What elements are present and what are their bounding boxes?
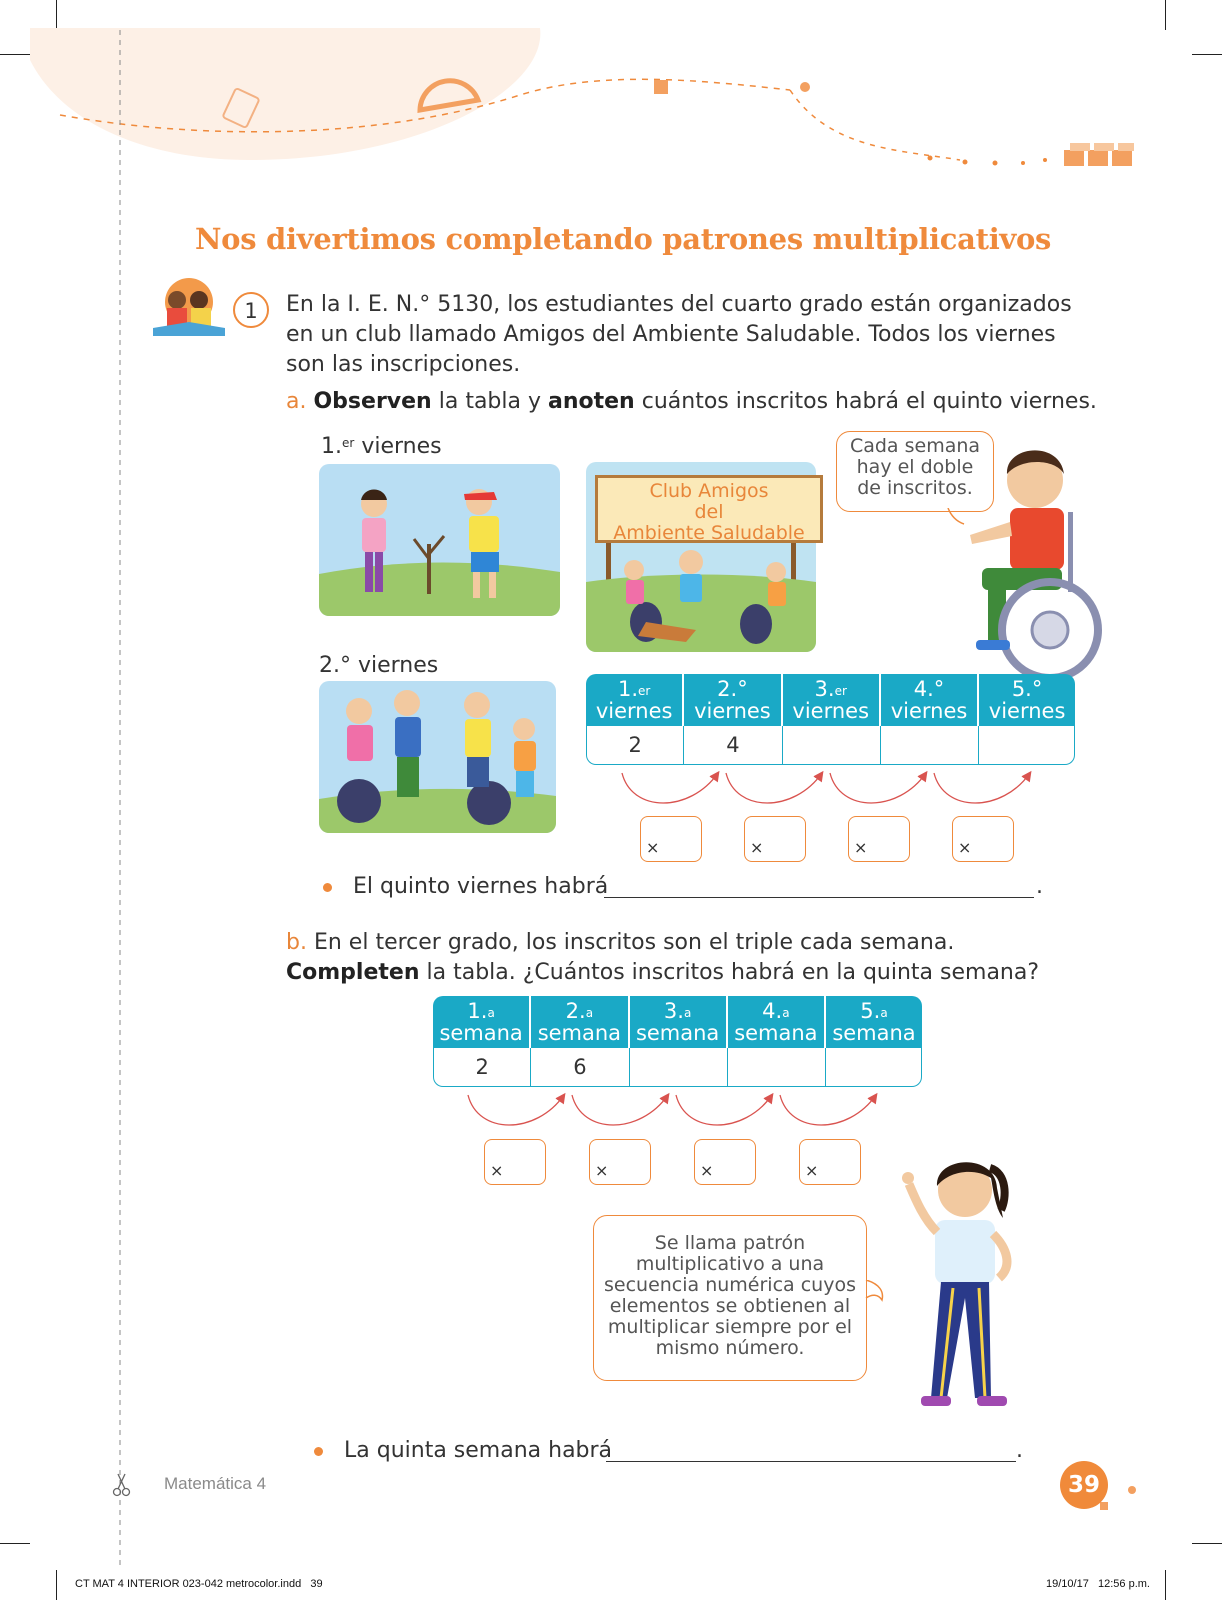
bullet-a — [323, 883, 332, 892]
part-a-instruction — [286, 387, 1097, 417]
week-value-1: 2 — [433, 1048, 531, 1087]
week-multiplier-2[interactable]: × — [589, 1139, 651, 1185]
group-work-icon — [153, 278, 225, 338]
friday-value-3[interactable] — [783, 726, 881, 765]
week-header-1: 1.$^a$ semana — [433, 996, 531, 1048]
part-b-text-start: En el tercer grado, los inscritos son el triple cada semana. — [313, 930, 955, 955]
part-a-bold-2: anoten — [548, 389, 635, 414]
page-title: Nos divertimos completando patrones multiplicativos — [194, 222, 1052, 256]
definition-line-5: multiplicar siempre por el — [607, 1316, 853, 1338]
print-date: 19/10/17 12:56 p.m. — [1046, 1578, 1150, 1590]
friday-multiplier-1[interactable]: × — [640, 816, 702, 862]
friday-value-4[interactable] — [881, 726, 979, 765]
definition-line-4: elementos se obtienen al — [609, 1295, 851, 1317]
week-multiplier-4[interactable]: × — [799, 1139, 861, 1185]
question-intro: En la I. E. N.° 5130, los estudiantes del cuarto grado están organizados en un club llamado Amigos del Ambiente Saludable. Todos los viernes son las inscripciones. — [286, 292, 1072, 377]
fridays-arrows — [600, 765, 1050, 815]
answer-b-end: . — [1016, 1438, 1023, 1463]
cubes-icon — [1064, 143, 1134, 166]
second-friday-label: 2.° viernes — [319, 653, 439, 678]
fridays-table — [586, 674, 1075, 765]
part-b-text-end: la tabla. ¿Cuántos inscritos habrá en la quinta semana? — [419, 960, 1040, 985]
sign-line-2: del — [694, 501, 724, 523]
question-number: 1 — [233, 292, 269, 328]
boy-wheelchair-illustration — [950, 440, 1110, 685]
definition-line-6: mismo número. — [655, 1337, 805, 1359]
week-header-4: 4.$^a$ semana — [728, 996, 826, 1048]
week-multiplier-1[interactable]: × — [484, 1139, 546, 1185]
week-multiplier-3[interactable]: × — [694, 1139, 756, 1185]
club-sign — [595, 475, 823, 543]
week-header-3: 3.$^a$ semana — [630, 996, 728, 1048]
girl-illustration — [895, 1148, 1025, 1416]
header-decoration — [0, 0, 1222, 200]
part-a-text-mid: la tabla y — [431, 389, 548, 414]
answer-b-prompt: La quinta semana habrá — [344, 1438, 613, 1463]
cut-line — [118, 30, 122, 1570]
friday-multiplier-2[interactable]: × — [744, 816, 806, 862]
part-a-text-end: cuántos inscritos habrá el quinto viernes. — [634, 389, 1097, 414]
week-value-5[interactable] — [826, 1048, 922, 1087]
speech-line-2: hay el doble — [856, 456, 974, 478]
first-friday-label — [321, 434, 442, 459]
definition-line-2: multiplicativo a una — [635, 1253, 825, 1275]
page-number: 39 — [1060, 1461, 1108, 1509]
speech-line-1: Cada semana — [849, 435, 981, 457]
part-b-bold: Completen — [286, 960, 420, 985]
definition-line-1: Se llama patrón — [654, 1232, 806, 1254]
answer-a-end: . — [1036, 874, 1043, 899]
friday-value-2: 4 — [684, 726, 782, 765]
friday-header-5: 5.° viernes — [979, 674, 1075, 726]
first-friday-sup: er — [342, 436, 355, 450]
friday-value-5[interactable] — [979, 726, 1075, 765]
scissors-icon — [112, 1472, 132, 1498]
week-value-3[interactable] — [630, 1048, 728, 1087]
sign-line-3: Ambiente Saludable — [613, 522, 805, 544]
answer-b-line[interactable] — [606, 1461, 1016, 1462]
definition-tail — [864, 1280, 888, 1310]
friday-multiplier-3[interactable]: × — [848, 816, 910, 862]
part-b-letter: b. — [286, 930, 307, 955]
friday-header-2: 2.° viernes — [684, 674, 782, 726]
answer-a-line[interactable] — [604, 897, 1034, 898]
friday-header-3: 3.$^{er}$ viernes — [783, 674, 881, 726]
week-header-5: 5.$^a$ semana — [826, 996, 922, 1048]
definition-bubble — [593, 1215, 867, 1381]
book-name: Matemática 4 — [164, 1474, 267, 1493]
week-header-2: 2.$^a$ semana — [531, 996, 629, 1048]
file-info: CT MAT 4 INTERIOR 023-042 metrocolor.indd 39 — [75, 1578, 323, 1590]
weeks-arrows — [446, 1087, 896, 1137]
first-friday-word: viernes — [354, 434, 442, 459]
answer-a-prompt: El quinto viernes habrá — [353, 874, 609, 899]
friday-header-4: 4.° viernes — [881, 674, 979, 726]
part-b-instruction — [286, 928, 1086, 988]
definition-line-3: secuencia numérica cuyos — [604, 1274, 856, 1296]
friday-value-1: 2 — [586, 726, 684, 765]
first-friday-num: 1. — [321, 434, 342, 459]
week-value-2: 6 — [531, 1048, 629, 1087]
friday-header-1: 1.$^{er}$ viernes — [586, 674, 684, 726]
weeks-table — [433, 996, 922, 1087]
week-value-4[interactable] — [728, 1048, 826, 1087]
part-a-bold-1: Observen — [313, 389, 432, 414]
friday-multiplier-4[interactable]: × — [952, 816, 1014, 862]
bullet-b — [314, 1447, 323, 1456]
speech-line-3: de inscritos. — [857, 477, 973, 499]
planting-illustration — [319, 464, 560, 616]
sign-line-1: Club Amigos — [649, 480, 769, 502]
cleaning-illustration — [319, 681, 556, 833]
part-a-letter: a. — [286, 389, 307, 414]
